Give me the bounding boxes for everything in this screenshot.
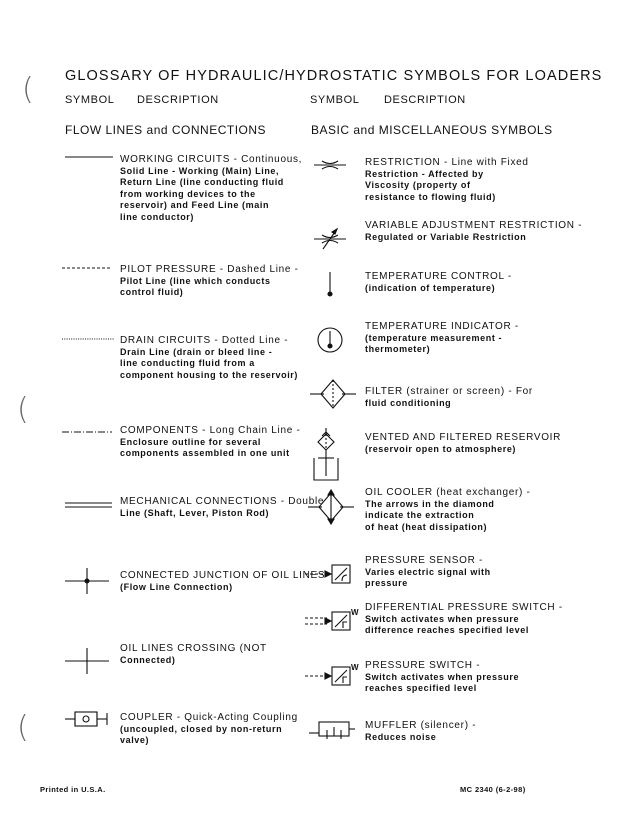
glossary-entry-components: COMPONENTS - Long Chain Line - Enclosure outline for several components assembled in one unit — [120, 425, 301, 458]
oil-cooler-icon — [308, 490, 356, 524]
description-column-header-left: DESCRIPTION — [137, 94, 219, 106]
glossary-entry-vented-reservoir: VENTED AND FILTERED RESERVOIR (reservoir open to atmosphere) — [365, 432, 562, 454]
switch-letter-w: W — [351, 663, 359, 672]
glossary-entry-working-circuits: WORKING CIRCUITS - Continuous, Solid Line - Working (Main) Line, Return Line (line conducting fluid from working devices to the reservoir) and Feed Line (main line conductor) — [120, 154, 303, 222]
glossary-entry-restriction: RESTRICTION - Line with Fixed Restriction - Affected by Viscosity (property of resistance to flowing fluid) — [365, 157, 529, 202]
connected-junction-icon — [65, 568, 111, 594]
page-title: GLOSSARY OF HYDRAULIC/HYDROSTATIC SYMBOLS FOR LOADERS — [65, 68, 603, 84]
glossary-entry-mechanical-connections: MECHANICAL CONNECTIONS - Double Line (Shaft, Lever, Piston Rod) — [120, 496, 325, 518]
glossary-entry-temperature-indicator: TEMPERATURE INDICATOR - (temperature measurement - thermometer) — [365, 321, 519, 354]
section-heading-basic-symbols: BASIC and MISCELLANEOUS SYMBOLS — [311, 123, 553, 137]
differential-pressure-switch-icon — [305, 608, 353, 634]
mechanical-connection-icon — [65, 500, 113, 510]
glossary-entry-pilot-pressure: PILOT PRESSURE - Dashed Line - Pilot Line (line which conducts control fluid) — [120, 264, 299, 297]
binder-mark-icon: ( — [22, 72, 34, 107]
vented-reservoir-icon — [310, 428, 346, 484]
switch-letter-w: W — [351, 608, 359, 617]
lines-crossing-icon — [65, 648, 111, 674]
glossary-entry-temperature-control: TEMPERATURE CONTROL - (indication of temperature) — [365, 271, 512, 293]
restriction-icon — [314, 158, 348, 172]
symbol-column-header-right: SYMBOL — [310, 94, 360, 106]
glossary-entry-pressure-sensor: PRESSURE SENSOR - Varies electric signal with pressure — [365, 555, 491, 588]
printed-in-label: Printed in U.S.A. — [40, 785, 106, 794]
binder-mark-icon: ( — [17, 392, 29, 427]
pressure-sensor-icon — [305, 561, 353, 587]
section-heading-flow-lines: FLOW LINES and CONNECTIONS — [65, 123, 267, 137]
coupler-icon — [65, 707, 109, 731]
glossary-entry-muffler: MUFFLER (silencer) - Reduces noise — [365, 720, 477, 742]
glossary-entry-differential-pressure-switch: DIFFERENTIAL PRESSURE SWITCH - Switch activates when pressure difference reaches specified level — [365, 602, 563, 635]
document-code: MC 2340 (6-2-98) — [460, 785, 526, 794]
glossary-entry-connected-junction: CONNECTED JUNCTION OF OIL LINES (Flow Line Connection) — [120, 570, 326, 592]
variable-restriction-icon — [314, 226, 348, 252]
glossary-entry-pressure-switch: PRESSURE SWITCH - Switch activates when pressure reaches specified level — [365, 660, 520, 693]
working-line-icon — [65, 155, 115, 159]
glossary-entry-coupler: COUPLER - Quick-Acting Coupling (uncoupled, closed by non-return valve) — [120, 712, 298, 745]
description-column-header-right: DESCRIPTION — [384, 94, 466, 106]
pressure-switch-icon — [305, 663, 353, 689]
glossary-entry-variable-restriction: VARIABLE ADJUSTMENT RESTRICTION - Regulated or Variable Restriction — [365, 220, 583, 242]
muffler-icon — [309, 718, 359, 740]
temperature-indicator-icon — [316, 326, 346, 356]
glossary-entry-oil-cooler: OIL COOLER (heat exchanger) - The arrows in the diamond indicate the extraction of heat (heat dissipation) — [365, 487, 531, 532]
binder-mark-icon: ( — [17, 710, 29, 745]
pilot-line-icon — [62, 266, 112, 270]
drain-line-icon — [62, 337, 114, 341]
glossary-entry-drain-circuits: DRAIN CIRCUITS - Dotted Line - Drain Line (drain or bleed line - line conducting fluid from a component housing to the reservoir) — [120, 335, 299, 380]
chain-line-icon — [62, 430, 112, 434]
filter-icon — [310, 377, 356, 411]
glossary-entry-lines-crossing: OIL LINES CROSSING (NOT Connected) — [120, 643, 267, 665]
temperature-control-icon — [322, 272, 342, 298]
symbol-column-header-left: SYMBOL — [65, 94, 115, 106]
glossary-entry-filter: FILTER (strainer or screen) - For fluid conditioning — [365, 386, 533, 408]
